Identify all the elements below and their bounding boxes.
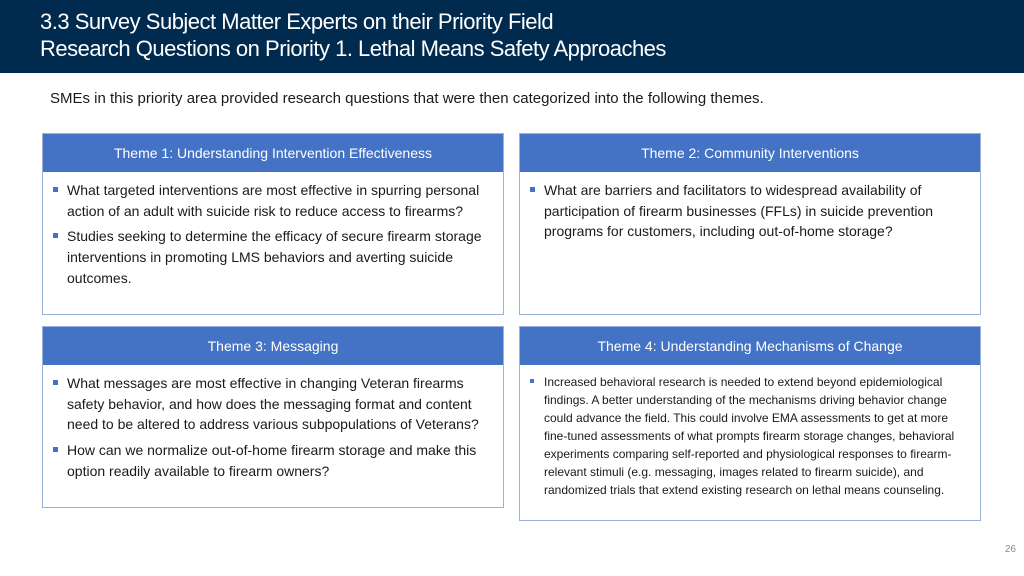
theme-card-title: Theme 2: Community Interventions (520, 134, 980, 172)
bullet-icon (53, 233, 58, 238)
list-item (43, 440, 495, 481)
list-item (520, 180, 972, 242)
slide-title-line1: 3.3 Survey Subject Matter Experts on their Priority Field (40, 9, 554, 34)
slide-header (0, 0, 1024, 73)
list-item (43, 226, 495, 288)
list-item-text: What are barriers and facilitators to widespread availability of participation of firearm businesses (FFLs) in suicide prevention programs for customers, including out-of-home storage? (544, 182, 934, 240)
bullet-icon (53, 187, 58, 192)
theme-card-title: Theme 3: Messaging (43, 327, 503, 365)
bullet-icon (530, 379, 534, 383)
page-number: 26 (1004, 544, 1016, 555)
list-item (43, 373, 495, 435)
list-item-text: What messages are most effective in changing Veteran firearms safety behavior, and how does the messaging format and content need to be altered to address various subpopulations of Veterans? (67, 375, 479, 433)
bullet-icon (53, 447, 58, 452)
bullet-icon (53, 380, 58, 385)
theme-card-3 (42, 326, 504, 508)
list-item-text: How can we normalize out-of-home firearm storage and make this option readily available to firearm owners? (67, 442, 477, 479)
theme-card-4 (519, 326, 981, 521)
list-item-text: Studies seeking to determine the efficacy of secure firearm storage interventions in promoting LMS behaviors and averting suicide outcomes. (67, 228, 482, 286)
slide-title-line2: Research Questions on Priority 1. Lethal Means Safety Approaches (40, 36, 666, 61)
theme-card-title: Theme 1: Understanding Intervention Effectiveness (43, 134, 503, 172)
list-item (520, 373, 972, 499)
theme-card-2 (519, 133, 981, 315)
theme-card-1 (42, 133, 504, 315)
bullet-icon (530, 187, 535, 192)
list-item (43, 180, 495, 221)
list-item-text: Increased behavioral research is needed to extend beyond epidemiological findings. A better understanding of the mechanisms driving behavior change could advance the field. This could involve EMA assessments to get at more fine-tuned assessments of what prompts firearm storage changes, behavioral experiments comparing self-reported and physiological responses to firearm-relevant stimuli (e.g. messaging, images related to firearm suicide), and randomized trials that extend existing research on lethal means counseling. (544, 375, 955, 497)
intro-text: SMEs in this priority area provided research questions that were then categorized into the following themes. (50, 90, 764, 107)
theme-card-title: Theme 4: Understanding Mechanisms of Change (520, 327, 980, 365)
list-item-text: What targeted interventions are most effective in spurring personal action of an adult with suicide risk to reduce access to firearms? (67, 182, 480, 219)
